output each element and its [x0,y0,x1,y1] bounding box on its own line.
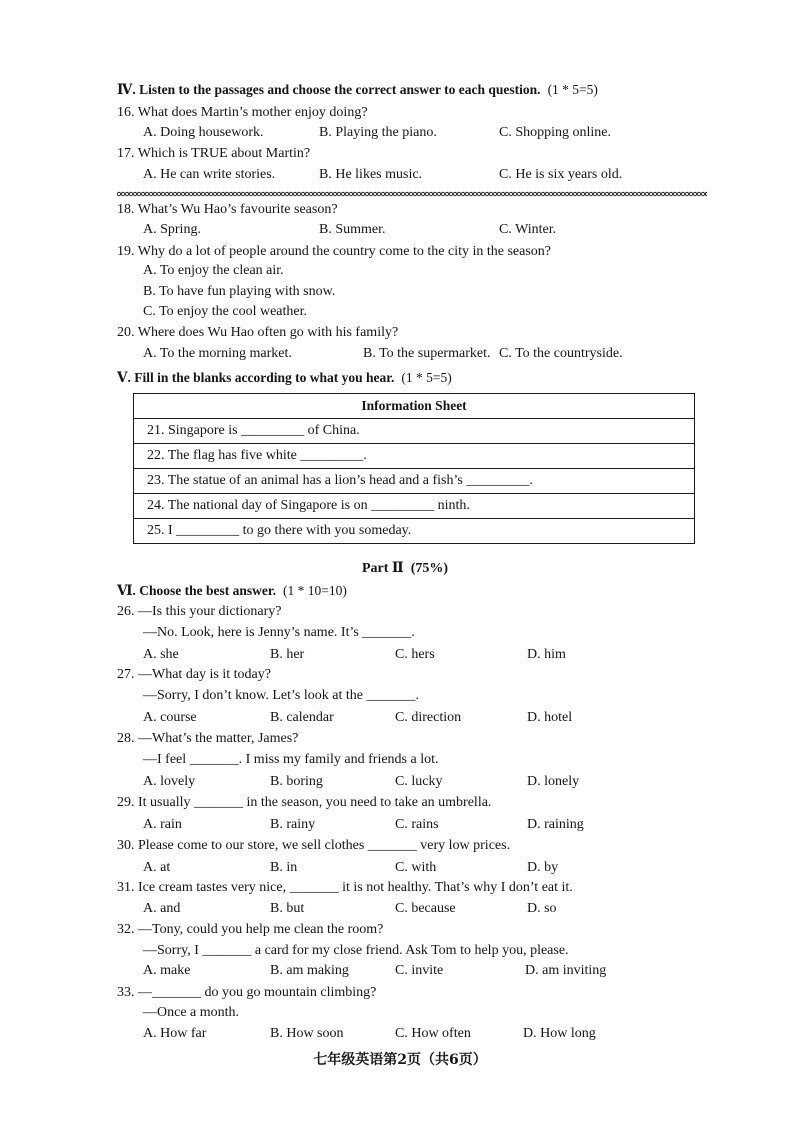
table-row-22: 22. The flag has five white _________. [134,443,694,468]
question-33-option-a: A. How far [143,1026,207,1041]
question-29-option-a: A. rain [143,817,182,832]
question-27-option-d: D. hotel [527,710,573,725]
section-5-score: (1 * 5=5) [401,370,452,385]
question-16-stem: 16. What does Martin’s mother enjoy doing? [117,105,368,120]
question-29-option-b: B. rainy [270,817,316,832]
table-row-24: 24. The national day of Singapore is on _________ ninth. [134,493,694,518]
question-17-option-b: B. He likes music. [319,167,423,182]
question-26-option-c: C. hers [395,647,435,662]
question-27-reply: —Sorry, I don’t know. Let’s look at the _______. [143,688,419,703]
question-28-option-d: D. lonely [527,774,580,789]
question-31-option-b: B. but [270,901,305,916]
question-20-stem: 20. Where does Wu Hao often go with his family? [117,325,399,340]
section-6-title: Ⅵ. Choose the best answer. [117,583,277,598]
question-33-stem: 33. —_______ do you go mountain climbing? [117,985,377,1000]
question-33-option-c: C. How often [395,1026,471,1041]
question-31-option-d: D. so [527,901,557,916]
table-row-21: 21. Singapore is _________ of China. [134,418,694,443]
section-4-heading [117,82,598,98]
question-17-option-a: A. He can write stories. [143,167,276,182]
question-26-options [0,647,794,663]
section-6-heading [117,583,347,599]
question-30-stem: 30. Please come to our store, we sell clothes _______ very low prices. [117,838,511,853]
question-32-option-b: B. am making [270,963,349,978]
part-2-percent: (75%) [410,561,449,576]
question-18-options [0,222,794,238]
question-20-option-a: A. To the morning market. [143,346,292,361]
question-33-option-d: D. How long [523,1026,596,1041]
question-30-option-c: C. with [395,860,437,875]
question-30-option-d: D. by [527,860,559,875]
question-31-option-c: C. because [395,901,456,916]
question-28-options [0,774,794,790]
question-28-stem: 28. —What’s the matter, James? [117,731,299,746]
section-5-heading [117,370,452,386]
question-27-option-b: B. calendar [270,710,334,725]
question-19-option-c: C. To enjoy the cool weather. [143,304,308,319]
question-29-options [0,817,794,833]
question-26-reply: —No. Look, here is Jenny’s name. It’s _______. [143,625,415,640]
question-28-option-b: B. boring [270,774,323,789]
question-28-reply: —I feel _______. I miss my family and friends a lot. [143,752,439,767]
question-27-option-a: A. course [143,710,197,725]
question-31-options [0,901,794,917]
question-33-option-b: B. How soon [270,1026,344,1041]
question-27-option-c: C. direction [395,710,462,725]
question-19-stem: 19. Why do a lot of people around the country come to the city in the season? [117,244,552,259]
question-28-option-a: A. lovely [143,774,196,789]
table-row-23: 23. The statue of an animal has a lion’s head and a fish’s _________. [134,468,694,493]
question-33-reply: —Once a month. [143,1005,240,1020]
question-27-stem: 27. —What day is it today? [117,667,271,682]
question-32-option-d: D. am inviting [525,963,607,978]
question-18-option-c: C. Winter. [499,222,557,237]
section-5-title: Ⅴ. Fill in the blanks according to what you hear. [117,370,395,385]
table-row-25: 25. I _________ to go there with you someday. [134,518,694,543]
question-20-options [0,346,794,362]
question-31-option-a: A. and [143,901,181,916]
question-33-options [0,1026,794,1042]
question-16-options [0,125,794,141]
question-16-option-c: C. Shopping online. [499,125,612,140]
page-footer: 七年级英语第2页（共6页） [313,1052,487,1068]
question-32-option-c: C. invite [395,963,444,978]
question-26-option-b: B. her [270,647,305,662]
question-30-option-b: B. in [270,860,298,875]
part-2-heading [362,561,448,577]
question-26-option-d: D. him [527,647,566,662]
question-32-option-a: A. make [143,963,191,978]
question-16-option-b: B. Playing the piano. [319,125,437,140]
question-18-option-a: A. Spring. [143,222,201,237]
question-30-option-a: A. at [143,860,171,875]
question-18-stem: 18. What’s Wu Hao’s favourite season? [117,202,338,217]
section-4-score: (1 * 5=5) [547,82,598,97]
question-20-option-b: B. To the supermarket. [363,346,491,361]
question-17-options [0,167,794,183]
question-30-options [0,860,794,876]
question-17-stem: 17. Which is TRUE about Martin? [117,146,311,161]
question-28-option-c: C. lucky [395,774,443,789]
part-2-title: Part Ⅱ [362,561,404,576]
question-32-reply: —Sorry, I _______ a card for my close friend. Ask Tom to help you, please. [143,943,569,958]
question-18-option-b: B. Summer. [319,222,386,237]
question-20-option-c: C. To the countryside. [499,346,623,361]
wavy-divider [117,190,707,198]
question-29-option-d: D. raining [527,817,584,832]
information-sheet-title: Information Sheet [361,398,467,413]
question-26-stem: 26. —Is this your dictionary? [117,604,282,619]
information-sheet-table [133,393,695,544]
question-26-option-a: A. she [143,647,179,662]
question-29-option-c: C. rains [395,817,439,832]
question-19-option-b: B. To have fun playing with snow. [143,284,336,299]
question-16-option-a: A. Doing housework. [143,125,264,140]
question-32-options [0,963,794,979]
question-17-option-c: C. He is six years old. [499,167,623,182]
question-31-stem: 31. Ice cream tastes very nice, _______ it is not healthy. That’s why I don’t eat it. [117,880,573,895]
question-27-options [0,710,794,726]
section-4-title: Ⅳ. Listen to the passages and choose the correct answer to each question. [117,82,541,97]
section-6-score: (1 * 10=10) [283,583,347,598]
question-32-stem: 32. —Tony, could you help me clean the room? [117,922,384,937]
question-19-option-a: A. To enjoy the clean air. [143,263,284,278]
question-29-stem: 29. It usually _______ in the season, you need to take an umbrella. [117,795,492,810]
